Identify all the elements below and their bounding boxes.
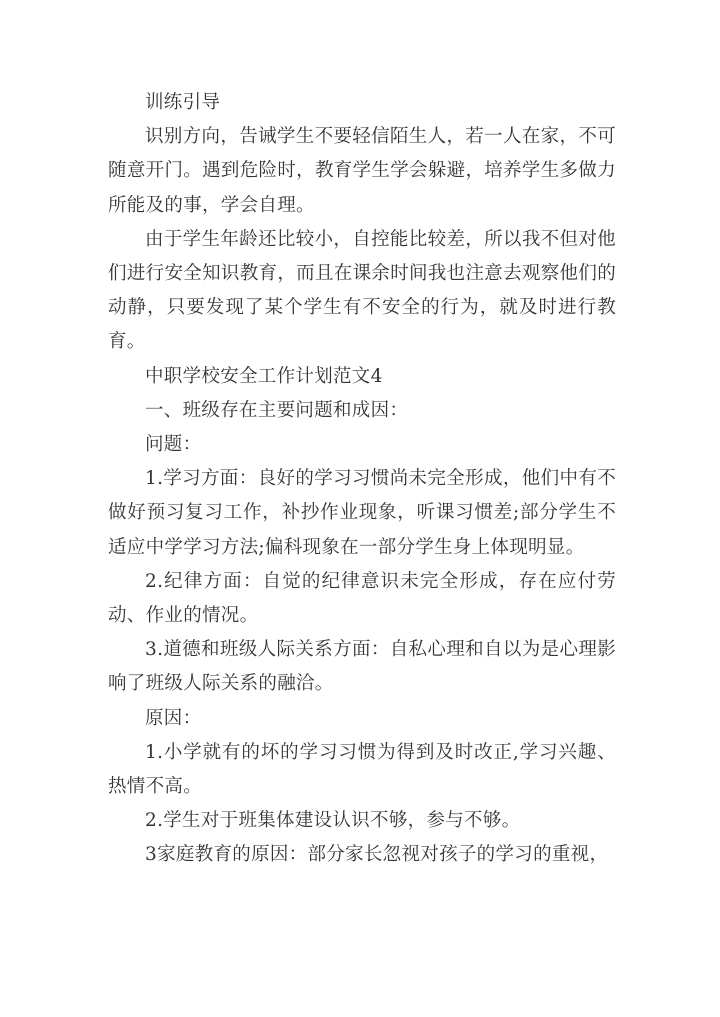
label-causes: 原因： — [145, 707, 202, 729]
problem-discipline: 2.纪律方面：自觉的纪律意识未完全形成，存在应付劳动、作业的情况。 — [108, 570, 616, 627]
problem-learning: 1.学习方面：良好的学习习惯尚未完全形成，他们中有不做好预习复习工作，补抄作业现象，听课习惯差;部分学生不适应中学学习方法;偏科现象在一部分学生身上体现明显。 — [108, 468, 616, 558]
subheading-problems-causes: 一、班级存在主要问题和成因： — [145, 399, 409, 421]
cause-habits: 1.小学就有的坏的学习习惯为得到及时改正,学习兴趣、热情不高。 — [108, 741, 616, 798]
document-page — [108, 86, 616, 873]
paragraph-safety-education: 由于学生年龄还比较小，自控能比较差，所以我不但对他们进行安全知识教育，而且在课余时间我也注意去观察他们的动静，只要发现了某个学生有不安全的行为，就及时进行教育。 — [108, 228, 616, 353]
paragraph-direction-safety: 识别方向，告诫学生不要轻信陌生人，若一人在家，不可随意开门。遇到危险时，教育学生学会躲避，培养学生多做力所能及的事，学会自理。 — [108, 126, 616, 216]
cause-class-awareness: 2.学生对于班集体建设认识不够，参与不够。 — [145, 810, 521, 832]
label-problems: 问题： — [145, 434, 202, 456]
cause-family-education: 3家庭教育的原因：部分家长忽视对孩子的学习的重视， — [145, 844, 609, 866]
section-heading: 中职学校安全工作计划范文4 — [145, 365, 383, 387]
paragraph-training-guide: 训练引导 — [145, 92, 221, 113]
problem-morality-relations: 3.道德和班级人际关系方面：自私心理和自以为是心理影响了班级人际关系的融洽。 — [108, 639, 616, 695]
